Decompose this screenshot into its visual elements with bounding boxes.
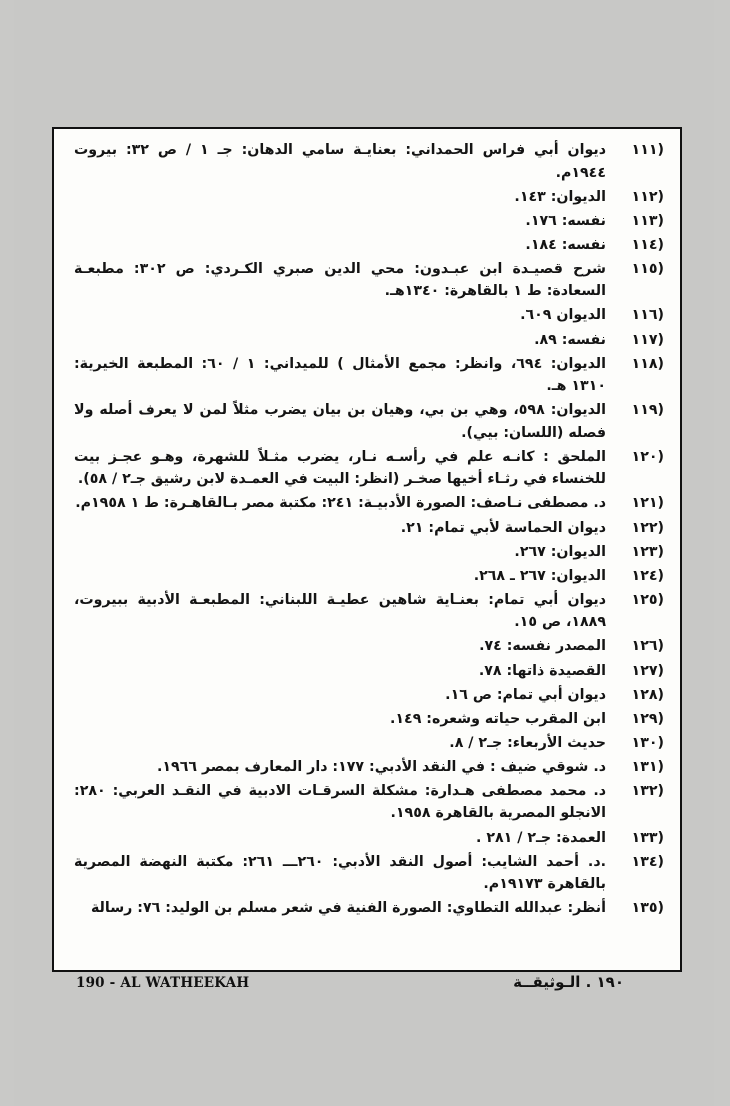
endnote-item (74, 446, 666, 491)
endnote-text: حديث الأربعاء: جـ٢ / ٨. (449, 734, 606, 751)
endnote-number: (١١٤ (631, 236, 664, 253)
endnote-text: د. شوقي ضيف : في النقد الأدبي: ١٧٧: دار المعارف بمصر ١٩٦٦. (157, 758, 606, 775)
endnote-text: الديوان: ٥٩٨، وهي بن بي، وهيان بن بيان يضرب مثلاً لمن لا يعرف أصله ولا فصله (اللسان: بيي). (74, 402, 606, 441)
endnote-text: ديوان أبي تمام: بعنـاية شاهين عطيـة اللبناني: المطبعـة الأدبية ببيروت، ١٨٨٩، ص ١٥. (74, 591, 606, 631)
endnote-text: الديوان: ١٤٣. (514, 188, 606, 205)
endnote-text: .د. أحمد الشايب: أصول النقد الأدبي: ٢٦٠ـــ ٢٦١: مكتبة النهضة المصرية بالقاهرة ١٩١٧٣م. (74, 853, 606, 893)
endnote-item (74, 851, 666, 896)
endnote-number: (١١٧ (631, 331, 664, 348)
endnote-item (74, 780, 666, 825)
endnote-number: (١٣٥ (631, 900, 664, 917)
endnote-number: (١١٦ (631, 307, 664, 324)
endnote-text: ديوان أبي فراس الحمداني: بعنايـة سامي الدهان: جـ ١ / ص ٣٢: بيروت ١٩٤٤م. (74, 142, 606, 181)
endnotes-list (74, 139, 666, 921)
endnote-number: (١٣١ (631, 758, 664, 775)
endnote-text: د. مصطفى نـاصف: الصورة الأدبيـة: ٢٤١: مكتبة مصر بـالقاهـرة: ط ١ ١٩٥٨م. (75, 495, 606, 512)
endnote-item (74, 541, 666, 564)
endnote-text: الديوان: ٦٩٤، وانظر: مجمع الأمثال ) للميداني: ١ / ٦٠: المطبعة الخيرية: ١٣١٠ هـ. (74, 355, 606, 395)
endnote-item (74, 756, 666, 779)
endnote-item (74, 186, 666, 209)
endnote-item (74, 517, 666, 540)
endnote-text: شرح قصيـدة ابن عبـدون: محي الدين صبري الكـردي: ص ٣٠٢: مطبعـة السعادة: ط ١ بالقاهرة: ١٣٤٠هـ. (74, 260, 606, 300)
page (14, 0, 714, 1106)
endnote-number: (١١٨ (631, 355, 664, 372)
endnote-item (74, 304, 666, 327)
footer-page-label-arabic: ١٩٠ . الـوثيقــة (513, 973, 624, 991)
endnote-number: (١٣٣ (631, 829, 664, 846)
endnote-number: (١٢٣ (631, 543, 664, 560)
notes-frame (52, 127, 682, 972)
endnote-number: (١٣٢ (631, 782, 664, 799)
endnote-item (74, 234, 666, 257)
endnote-item (74, 827, 666, 850)
endnote-text: القصيدة ذاتها: ٧٨. (478, 662, 606, 679)
endnote-item (74, 684, 666, 707)
endnote-item (74, 492, 666, 515)
endnote-item (74, 258, 666, 303)
endnote-number: (١٢٧ (631, 662, 664, 679)
endnote-text: الديوان ٦٠٩. (520, 307, 606, 324)
endnote-text: د. محمد مصطفى هـدارة: مشكلة السرقـات الادبية في النقـد العربي: ٢٨٠: الانجلو المصرية بالقاهرة ١٩٥٨. (74, 782, 606, 822)
endnote-number: (١٢٦ (631, 638, 664, 655)
endnote-text: ابن المقرب حياته وشعره: ١٤٩. (389, 710, 606, 727)
endnote-number: (١١١ (631, 142, 664, 158)
endnote-number: (١١٥ (631, 260, 664, 277)
endnote-number: (١٣٤ (631, 853, 664, 870)
endnote-number: (١٢٨ (631, 686, 664, 703)
endnote-item (74, 660, 666, 683)
endnote-item (74, 589, 666, 634)
endnote-number: (١٢٤ (631, 567, 664, 584)
endnote-text: الملحق : كانـه علم في رأسـه نـار، يضرب مثـلاً للشهرة، وهـو عجـز بيت للخنساء في رثـاء أخيها صخـر (انظر: البيت في العمـدة لابن رشيق جـ٢ / ٥٨). (74, 448, 606, 488)
endnote-text: العمدة: جـ٢ / ٢٨١ . (475, 829, 606, 846)
endnote-number: (١٢١ (631, 495, 664, 512)
endnote-item (74, 139, 666, 184)
endnote-text: أنظر: عبدالله التطاوي: الصورة الفنية في شعر مسلم بن الوليد: ٧٦: رسالة (90, 900, 606, 917)
endnote-number: (١٢٠ (631, 448, 664, 465)
endnote-number: (١٢٩ (631, 710, 664, 727)
endnote-number: (١٢٥ (631, 591, 664, 608)
endnote-item (74, 399, 666, 444)
endnote-item (74, 897, 666, 920)
endnote-number: (١٢٢ (631, 519, 664, 536)
endnote-text: نفسه: ١٨٤. (525, 236, 606, 253)
endnote-text: الديوان: ٢٦٧ ـ ٢٦٨. (473, 567, 606, 584)
endnote-item (74, 565, 666, 588)
endnote-text: ديوان الحماسة لأبي تمام: ٢١. (400, 519, 606, 536)
endnote-item (74, 329, 666, 352)
endnote-item (74, 353, 666, 398)
endnote-text: نفسه: ١٧٦. (525, 212, 606, 229)
endnote-item (74, 635, 666, 658)
endnote-number: (١١٣ (631, 212, 664, 229)
endnote-text: المصدر نفسه: ٧٤. (479, 638, 606, 655)
endnote-number: (١١٢ (631, 188, 664, 205)
endnote-text: نفسه: ٨٩. (534, 331, 606, 348)
endnote-item (74, 708, 666, 731)
endnote-text: ديوان أبي تمام: ص ١٦. (445, 686, 606, 703)
footer-page-label-latin: 190 - AL WATHEEKAH (76, 975, 250, 991)
endnote-number: (١١٩ (631, 402, 664, 419)
endnote-item (74, 210, 666, 233)
endnote-item (74, 732, 666, 755)
endnote-text: الديوان: ٢٦٧. (514, 543, 606, 560)
endnote-number: (١٣٠ (631, 734, 664, 751)
